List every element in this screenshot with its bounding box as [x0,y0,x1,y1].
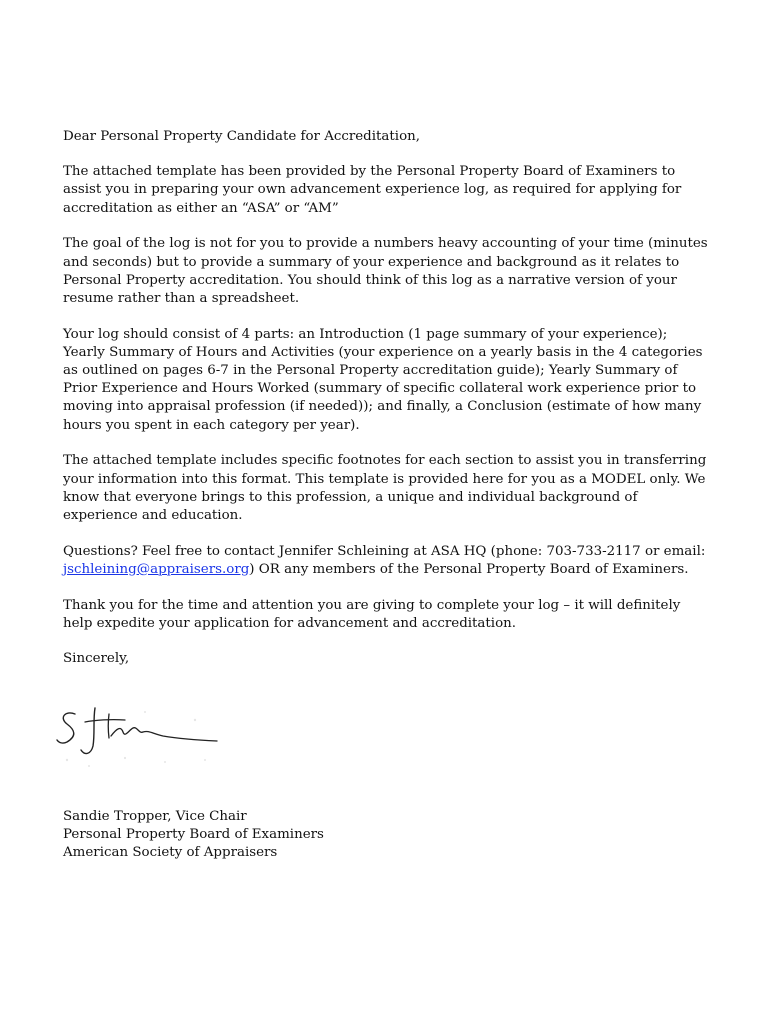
questions-text-after: ) OR any members of the Personal Property Board of Examiners. [249,561,689,577]
letter-body [63,128,713,686]
signer-board: Personal Property Board of Examiners [63,827,324,843]
signer-society: American Society of Appraisers [63,845,278,861]
letter-paragraph-thanks: Thank you for the time and attention you are giving to complete your log – it will definitely help expedite your application for advancement and accreditation. [63,597,681,631]
letter-paragraph-questions [63,543,713,579]
letter-greeting: Dear Personal Property Candidate for Accreditation, [63,129,421,144]
letter-paragraph-template: The attached template has been provided by the Personal Property Board of Examiners to assist you in preparing your own advancement experience log, as required for applying for accreditation as either an “ASA” or “AM” [63,164,682,216]
letter-paragraph-log-parts: Your log should consist of 4 parts: an Introduction (1 page summary of your experience); Yearly Summary of Hours and Activities (your experience on a yearly basis in the 4 categories as outlined on pages 6-7 in the Personal Property accreditation guide); Yearly Summary of Prior Experience and Hours Worked (summary of specific collateral work experience prior to moving into appraisal profession (if needed)); and finally, a Conclusion (estimate of how many hours you spent in each category per year). [63,326,703,433]
letter-closing: Sincerely, [63,651,130,667]
questions-text-before: Questions? Feel free to contact Jennifer Schleining at ASA HQ (phone: 703-733-2117 or email: [63,543,706,559]
signer-name-title: Sandie Tropper, Vice Chair [63,809,247,824]
handwritten-signature [55,700,225,780]
letter-paragraph-footnotes: The attached template includes specific footnotes for each section to assist you in transferring your information into this format. This template is provided here for you as a MODEL only. We know that everyone brings to this profession, a unique and individual background of experience and education. [63,453,707,523]
email-link[interactable]: jschleining@appraisers.org [63,561,250,577]
signature-image [55,700,225,780]
letter-paragraph-goal: The goal of the log is not for you to provide a numbers heavy accounting of your time (minutes and seconds) but to provide a summary of your experience and background as it relates to Personal Property accreditation. You should think of this log as a narrative version of your resume rather than a spreadsheet. [63,236,708,306]
signature-block [63,808,324,863]
